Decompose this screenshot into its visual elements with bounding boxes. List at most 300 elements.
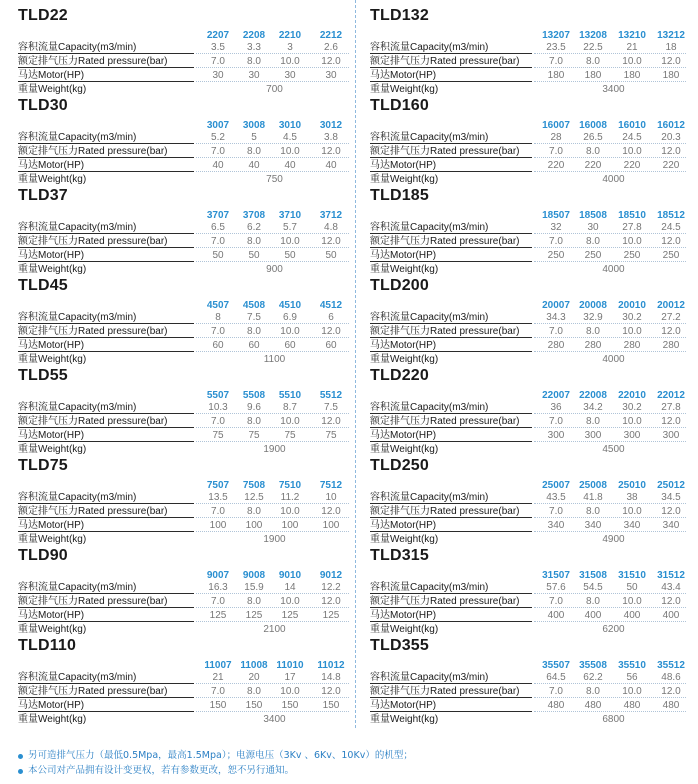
capacity-row <box>18 41 349 54</box>
motor-value: 40 <box>212 160 224 171</box>
pressure-row-label: 额定排气压力Rated pressure(bar) <box>370 146 520 157</box>
pressure-row <box>18 235 349 248</box>
model-block <box>18 180 349 275</box>
pressure-value: 7.0 <box>211 146 225 157</box>
weight-value: 3400 <box>602 84 625 95</box>
motor-value: 40 <box>248 160 260 171</box>
pressure-value: 7.0 <box>211 596 225 607</box>
capacity-value: 8 <box>215 312 221 323</box>
motor-value: 250 <box>584 250 602 261</box>
capacity-value: 30 <box>587 222 599 233</box>
model-code: 18508 <box>579 210 607 221</box>
capacity-row <box>18 581 349 594</box>
motor-row <box>370 249 686 262</box>
motor-value: 220 <box>623 160 641 171</box>
model-name: TLD45 <box>18 277 68 294</box>
capacity-value: 64.5 <box>546 672 566 683</box>
motor-value: 150 <box>209 700 227 711</box>
motor-row-label: 马达Motor(HP) <box>18 610 85 621</box>
model-name: TLD132 <box>370 7 429 24</box>
model-name: TLD110 <box>18 637 77 654</box>
model-code: 2210 <box>278 30 302 41</box>
model-code: 13208 <box>579 30 607 41</box>
model-code: 35510 <box>618 660 646 671</box>
motor-value: 400 <box>584 610 602 621</box>
pressure-value: 8.0 <box>247 326 261 337</box>
capacity-value: 30.2 <box>622 312 642 323</box>
capacity-value: 5 <box>251 132 257 143</box>
pressure-value: 8.0 <box>586 596 600 607</box>
motor-value: 75 <box>212 430 224 441</box>
capacity-value: 14 <box>284 582 296 593</box>
motor-row-label: 马达Motor(HP) <box>18 250 85 261</box>
pressure-value: 8.0 <box>586 56 600 67</box>
capacity-value: 27.8 <box>622 222 642 233</box>
capacity-row-label: 容积流量Capacity(m3/min) <box>18 222 137 233</box>
model-block <box>370 630 686 725</box>
weight-label: 重量Weight(kg) <box>370 354 439 365</box>
motor-value: 75 <box>325 430 337 441</box>
capacity-row-label: 容积流量Capacity(m3/min) <box>370 312 489 323</box>
weight-value: 700 <box>266 84 283 95</box>
capacity-value: 30.2 <box>622 402 642 413</box>
model-code: 35512 <box>657 660 685 671</box>
motor-value: 300 <box>623 430 641 441</box>
pressure-value: 12.0 <box>321 326 341 337</box>
motor-value: 250 <box>623 250 641 261</box>
capacity-value: 21 <box>626 42 638 53</box>
capacity-row-label: 容积流量Capacity(m3/min) <box>18 582 137 593</box>
motor-row-label: 马达Motor(HP) <box>370 520 437 531</box>
pressure-value: 12.0 <box>321 686 341 697</box>
weight-value: 4000 <box>602 264 625 275</box>
pressure-row-label: 额定排气压力Rated pressure(bar) <box>18 56 168 67</box>
model-block <box>370 450 686 545</box>
motor-row <box>18 339 349 352</box>
motor-row-label: 马达Motor(HP) <box>370 610 437 621</box>
pressure-value: 7.0 <box>549 236 563 247</box>
capacity-value: 50 <box>626 582 638 593</box>
weight-value: 2100 <box>263 624 286 635</box>
model-code: 2207 <box>206 30 230 41</box>
pressure-value: 7.0 <box>211 506 225 517</box>
weight-value: 4900 <box>602 534 625 545</box>
motor-value: 180 <box>623 70 641 81</box>
capacity-value: 4.8 <box>324 222 338 233</box>
capacity-value: 4.5 <box>283 132 297 143</box>
model-block <box>370 0 686 95</box>
pressure-value: 12.0 <box>321 416 341 427</box>
pressure-value: 7.0 <box>549 326 563 337</box>
motor-value: 220 <box>547 160 565 171</box>
pressure-row-label: 额定排气压力Rated pressure(bar) <box>18 146 168 157</box>
capacity-row-label: 容积流量Capacity(m3/min) <box>18 402 137 413</box>
motor-value: 50 <box>325 250 337 261</box>
pressure-value: 8.0 <box>586 686 600 697</box>
model-header <box>370 360 686 401</box>
capacity-row-label: 容积流量Capacity(m3/min) <box>370 582 489 593</box>
pressure-value: 12.0 <box>321 596 341 607</box>
motor-value: 280 <box>547 340 565 351</box>
weight-row <box>18 713 349 726</box>
capacity-row-label: 容积流量Capacity(m3/min) <box>18 672 137 683</box>
motor-row-label: 马达Motor(HP) <box>18 160 85 171</box>
motor-value: 180 <box>584 70 602 81</box>
pressure-row-label: 额定排气压力Rated pressure(bar) <box>18 326 168 337</box>
pressure-row-label: 额定排气压力Rated pressure(bar) <box>18 596 168 607</box>
model-header <box>370 450 686 491</box>
motor-value: 400 <box>662 610 680 621</box>
model-code: 25010 <box>618 480 646 491</box>
model-code: 13210 <box>618 30 646 41</box>
motor-row <box>370 429 686 442</box>
model-name: TLD30 <box>18 97 68 114</box>
pressure-row <box>370 595 686 608</box>
model-code: 31507 <box>542 570 570 581</box>
motor-value: 220 <box>584 160 602 171</box>
weight-label: 重量Weight(kg) <box>18 84 87 95</box>
pressure-value: 12.0 <box>661 56 681 67</box>
pressure-value: 8.0 <box>586 326 600 337</box>
motor-value: 340 <box>662 520 680 531</box>
capacity-row <box>370 131 686 144</box>
model-code: 16010 <box>618 120 646 131</box>
pressure-value: 7.0 <box>549 686 563 697</box>
model-code: 3710 <box>278 210 302 221</box>
weight-label: 重量Weight(kg) <box>370 84 439 95</box>
model-name: TLD37 <box>18 187 68 204</box>
pressure-value: 10.0 <box>280 236 300 247</box>
model-block <box>18 90 349 185</box>
model-code: 22012 <box>657 390 685 401</box>
pressure-row <box>18 685 349 698</box>
pressure-value: 12.0 <box>661 416 681 427</box>
pressure-row <box>370 685 686 698</box>
model-code: 25008 <box>579 480 607 491</box>
motor-value: 280 <box>662 340 680 351</box>
model-code: 5512 <box>319 390 343 401</box>
model-code: 20012 <box>657 300 685 311</box>
model-code: 11010 <box>276 660 304 671</box>
motor-value: 60 <box>284 340 296 351</box>
pressure-row-label: 额定排气压力Rated pressure(bar) <box>18 686 168 697</box>
motor-value: 50 <box>212 250 224 261</box>
pressure-value: 7.0 <box>211 56 225 67</box>
model-code: 22010 <box>618 390 646 401</box>
pressure-row-label: 额定排气压力Rated pressure(bar) <box>370 596 520 607</box>
model-code: 20010 <box>618 300 646 311</box>
model-code: 18510 <box>618 210 646 221</box>
model-header <box>370 180 686 221</box>
motor-value: 75 <box>284 430 296 441</box>
capacity-row-label: 容积流量Capacity(m3/min) <box>370 492 489 503</box>
note-2: 本公司对产品拥有设计变更权，若有参数更改，恕不另行通知。 <box>28 765 295 776</box>
model-header <box>18 450 349 491</box>
pressure-value: 10.0 <box>280 56 300 67</box>
weight-label: 重量Weight(kg) <box>370 264 439 275</box>
motor-value: 100 <box>322 520 340 531</box>
model-name: TLD355 <box>370 637 429 654</box>
motor-value: 480 <box>547 700 565 711</box>
pressure-value: 10.0 <box>622 236 642 247</box>
model-header <box>18 360 349 401</box>
pressure-value: 12.0 <box>321 506 341 517</box>
motor-value: 340 <box>623 520 641 531</box>
capacity-value: 22.5 <box>583 42 603 53</box>
capacity-row-label: 容积流量Capacity(m3/min) <box>370 132 489 143</box>
pressure-value: 8.0 <box>586 236 600 247</box>
model-block <box>18 270 349 365</box>
model-code: 9010 <box>278 570 302 581</box>
motor-row <box>18 159 349 172</box>
capacity-value: 6.2 <box>247 222 261 233</box>
motor-row-label: 马达Motor(HP) <box>370 700 437 711</box>
motor-row-label: 马达Motor(HP) <box>370 340 437 351</box>
motor-row <box>18 519 349 532</box>
capacity-value: 26.5 <box>583 132 603 143</box>
weight-label: 重量Weight(kg) <box>18 624 87 635</box>
pressure-value: 12.0 <box>661 326 681 337</box>
capacity-value: 15.9 <box>244 582 264 593</box>
capacity-row-label: 容积流量Capacity(m3/min) <box>18 312 137 323</box>
pressure-value: 10.0 <box>622 146 642 157</box>
capacity-value: 41.8 <box>583 492 603 503</box>
model-code: 5510 <box>278 390 302 401</box>
weight-label: 重量Weight(kg) <box>18 714 87 725</box>
motor-value: 100 <box>245 520 263 531</box>
pressure-row <box>18 505 349 518</box>
pressure-value: 8.0 <box>247 596 261 607</box>
weight-value: 1900 <box>263 534 286 545</box>
model-code: 16008 <box>579 120 607 131</box>
capacity-value: 27.8 <box>661 402 681 413</box>
capacity-value: 5.2 <box>211 132 225 143</box>
motor-row <box>370 699 686 712</box>
capacity-value: 12.2 <box>321 582 341 593</box>
weight-label: 重量Weight(kg) <box>370 714 439 725</box>
model-code: 16012 <box>657 120 685 131</box>
capacity-value: 5.7 <box>283 222 297 233</box>
capacity-value: 54.5 <box>583 582 603 593</box>
model-code: 3708 <box>242 210 266 221</box>
model-code: 13212 <box>657 30 685 41</box>
pressure-value: 10.0 <box>622 686 642 697</box>
pressure-value: 8.0 <box>247 686 261 697</box>
pressure-value: 12.0 <box>321 146 341 157</box>
weight-label: 重量Weight(kg) <box>370 624 439 635</box>
capacity-row <box>370 401 686 414</box>
capacity-value: 62.2 <box>583 672 603 683</box>
capacity-value: 43.5 <box>546 492 566 503</box>
capacity-row <box>18 491 349 504</box>
pressure-row <box>18 325 349 338</box>
model-code: 18512 <box>657 210 685 221</box>
model-block <box>18 360 349 455</box>
capacity-value: 36 <box>550 402 562 413</box>
model-code: 5507 <box>206 390 230 401</box>
pressure-value: 12.0 <box>661 236 681 247</box>
capacity-value: 27.2 <box>661 312 681 323</box>
weight-value: 4500 <box>602 444 625 455</box>
capacity-row <box>370 41 686 54</box>
motor-value: 300 <box>662 430 680 441</box>
motor-value: 150 <box>245 700 263 711</box>
pressure-value: 8.0 <box>247 146 261 157</box>
model-code: 31510 <box>618 570 646 581</box>
motor-value: 60 <box>325 340 337 351</box>
motor-row-label: 马达Motor(HP) <box>18 70 85 81</box>
pressure-value: 12.0 <box>661 596 681 607</box>
motor-row <box>370 339 686 352</box>
weight-value: 4000 <box>602 174 625 185</box>
model-code: 18507 <box>542 210 570 221</box>
motor-row-label: 马达Motor(HP) <box>370 70 437 81</box>
model-name: TLD90 <box>18 547 68 564</box>
motor-value: 30 <box>212 70 224 81</box>
motor-row <box>370 519 686 532</box>
pressure-value: 10.0 <box>280 686 300 697</box>
capacity-row <box>18 221 349 234</box>
capacity-value: 6 <box>328 312 334 323</box>
model-code: 2212 <box>319 30 343 41</box>
motor-value: 180 <box>547 70 565 81</box>
pressure-row <box>18 595 349 608</box>
capacity-value: 7.5 <box>324 402 338 413</box>
motor-value: 75 <box>248 430 260 441</box>
model-code: 31508 <box>579 570 607 581</box>
capacity-value: 48.6 <box>661 672 681 683</box>
pressure-value: 8.0 <box>586 506 600 517</box>
model-block <box>370 270 686 365</box>
pressure-value: 12.0 <box>661 146 681 157</box>
capacity-value: 7.5 <box>247 312 261 323</box>
motor-value: 280 <box>623 340 641 351</box>
model-header <box>18 540 349 581</box>
pressure-value: 12.0 <box>661 686 681 697</box>
model-block <box>18 450 349 545</box>
motor-value: 60 <box>212 340 224 351</box>
pressure-value: 8.0 <box>247 236 261 247</box>
pressure-value: 8.0 <box>247 56 261 67</box>
capacity-row <box>18 671 349 684</box>
model-block <box>370 180 686 275</box>
motor-value: 300 <box>547 430 565 441</box>
pressure-value: 10.0 <box>280 326 300 337</box>
pressure-value: 7.0 <box>211 236 225 247</box>
pressure-value: 10.0 <box>280 416 300 427</box>
pressure-row <box>370 505 686 518</box>
motor-value: 30 <box>248 70 260 81</box>
model-code: 3010 <box>278 120 302 131</box>
weight-label: 重量Weight(kg) <box>370 174 439 185</box>
capacity-value: 11.2 <box>280 492 300 503</box>
weight-value: 4000 <box>602 354 625 365</box>
capacity-value: 10 <box>325 492 337 503</box>
model-code: 7507 <box>206 480 230 491</box>
capacity-row-label: 容积流量Capacity(m3/min) <box>370 42 489 53</box>
capacity-row-label: 容积流量Capacity(m3/min) <box>370 672 489 683</box>
model-code: 7512 <box>319 480 343 491</box>
weight-label: 重量Weight(kg) <box>18 444 87 455</box>
motor-value: 30 <box>325 70 337 81</box>
model-code: 16007 <box>542 120 570 131</box>
motor-value: 180 <box>662 70 680 81</box>
motor-row-label: 马达Motor(HP) <box>370 430 437 441</box>
pressure-value: 12.0 <box>661 506 681 517</box>
motor-value: 40 <box>325 160 337 171</box>
pressure-value: 7.0 <box>211 416 225 427</box>
model-name: TLD160 <box>370 97 429 114</box>
model-name: TLD250 <box>370 457 429 474</box>
motor-value: 340 <box>547 520 565 531</box>
model-name: TLD200 <box>370 277 429 294</box>
capacity-value: 2.6 <box>324 42 338 53</box>
capacity-value: 8.7 <box>283 402 297 413</box>
pressure-row-label: 额定排气压力Rated pressure(bar) <box>18 506 168 517</box>
motor-row <box>18 249 349 262</box>
capacity-value: 21 <box>212 672 224 683</box>
motor-row <box>370 69 686 82</box>
pressure-row <box>370 415 686 428</box>
capacity-value: 16.3 <box>208 582 228 593</box>
weight-label: 重量Weight(kg) <box>370 534 439 545</box>
pressure-value: 8.0 <box>247 416 261 427</box>
model-code: 22008 <box>579 390 607 401</box>
capacity-row-label: 容积流量Capacity(m3/min) <box>370 222 489 233</box>
model-code: 3012 <box>319 120 343 131</box>
motor-row-label: 马达Motor(HP) <box>18 340 85 351</box>
weight-value: 6200 <box>602 624 625 635</box>
pressure-value: 10.0 <box>622 416 642 427</box>
model-header <box>18 270 349 311</box>
motor-row <box>18 429 349 442</box>
capacity-row-label: 容积流量Capacity(m3/min) <box>370 402 489 413</box>
capacity-value: 28 <box>550 132 562 143</box>
pressure-value: 10.0 <box>622 506 642 517</box>
motor-row-label: 马达Motor(HP) <box>18 430 85 441</box>
pressure-row-label: 额定排气压力Rated pressure(bar) <box>370 416 520 427</box>
model-code: 11012 <box>317 660 345 671</box>
model-header <box>18 180 349 221</box>
motor-value: 100 <box>281 520 299 531</box>
pressure-row-label: 额定排气压力Rated pressure(bar) <box>18 416 168 427</box>
motor-value: 340 <box>584 520 602 531</box>
capacity-value: 13.5 <box>208 492 228 503</box>
model-code: 20007 <box>542 300 570 311</box>
model-code: 20008 <box>579 300 607 311</box>
weight-value: 900 <box>266 264 283 275</box>
capacity-row <box>370 311 686 324</box>
capacity-value: 3.8 <box>324 132 338 143</box>
motor-row-label: 马达Motor(HP) <box>370 250 437 261</box>
pressure-value: 10.0 <box>280 596 300 607</box>
model-name: TLD220 <box>370 367 429 384</box>
capacity-value: 3.5 <box>211 42 225 53</box>
motor-value: 40 <box>284 160 296 171</box>
weight-label: 重量Weight(kg) <box>18 354 87 365</box>
model-code: 3707 <box>206 210 230 221</box>
motor-row-label: 马达Motor(HP) <box>18 520 85 531</box>
model-block <box>18 540 349 635</box>
model-header <box>370 630 686 671</box>
model-code: 7508 <box>242 480 266 491</box>
weight-row <box>370 713 686 726</box>
capacity-row <box>370 581 686 594</box>
model-code: 35508 <box>579 660 607 671</box>
motor-row <box>370 609 686 622</box>
pressure-value: 10.0 <box>622 596 642 607</box>
note-1: 另可造排气压力（最低0.5Mpa，最高1.5Mpa）；电源电压（3Kv 、6Kv、10Kv）的机型； <box>28 750 413 761</box>
